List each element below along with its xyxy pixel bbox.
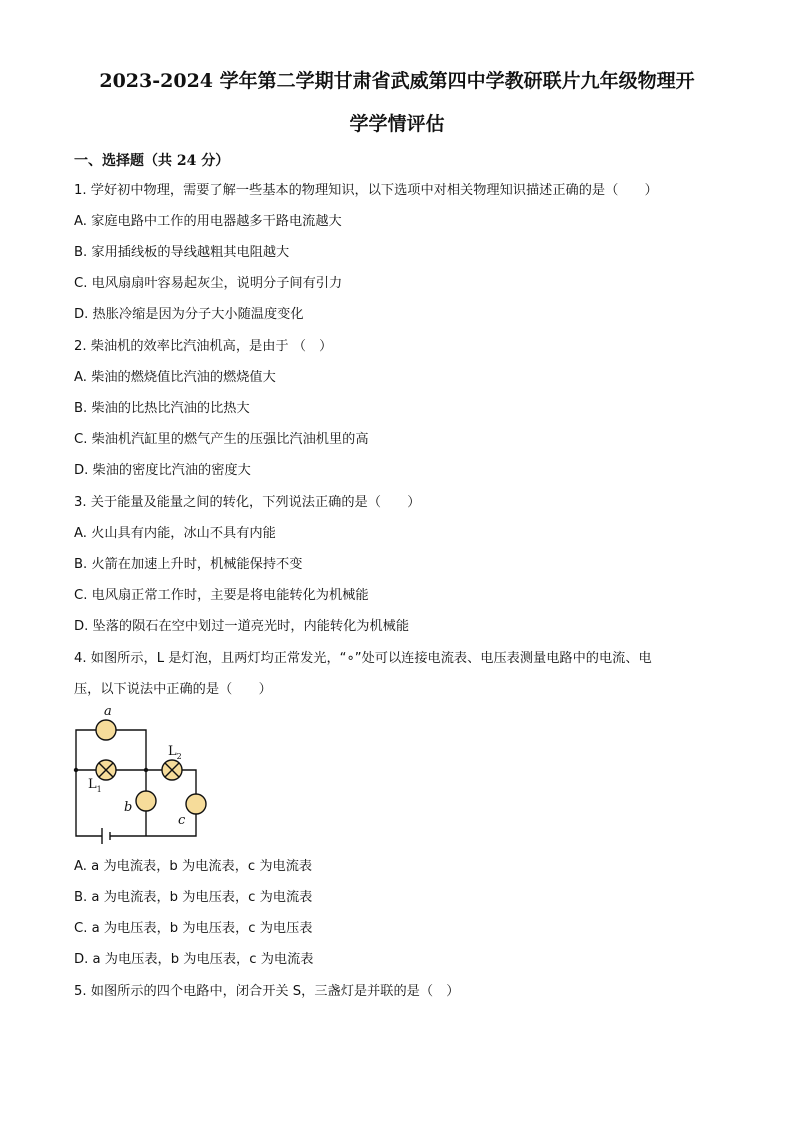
label-l2-subscript: 2 (176, 752, 182, 761)
question-2-option-c: C. 柴油机汽缸里的燃气产生的压强比汽油机里的高 (74, 432, 369, 447)
circuit-diagram (64, 700, 244, 850)
question-2-option-a: A. 柴油的燃烧值比汽油的燃烧值大 (74, 370, 276, 385)
question-3-option-c: C. 电风扇正常工作时，主要是将电能转化为机械能 (74, 588, 369, 603)
wire-top-right (116, 730, 146, 770)
question-2-option-d: D. 柴油的密度比汽油的密度大 (74, 463, 251, 478)
document-title-line-1: 2023-2024 学年第二学期甘肃省武威第四中学教研联片九年级物理开 (99, 70, 695, 92)
question-3-option-b: B. 火箭在加速上升时，机械能保持不变 (74, 557, 303, 572)
junction-dot-center (144, 768, 148, 772)
wire-c-bottom (146, 814, 196, 836)
label-l1-letter: L (88, 777, 97, 792)
question-4-option-d: D. a 为电压表，b 为电压表，c 为电流表 (74, 952, 314, 967)
wire-top-left (76, 730, 96, 770)
wire-mid-right (182, 770, 196, 794)
question-4-stem-line-2: 压，以下说法中正确的是（ ） (74, 682, 272, 697)
question-1-option-d: D. 热胀冷缩是因为分子大小随温度变化 (74, 307, 304, 322)
meter-a (96, 720, 116, 740)
battery-symbol (102, 828, 110, 844)
meter-c (186, 794, 206, 814)
lamp-l1-icon (96, 760, 116, 780)
label-l1 (88, 777, 102, 794)
document-title-line-2: 学学情评估 (349, 113, 445, 135)
question-3-stem: 3. 关于能量及能量之间的转化，下列说法正确的是（ ） (74, 495, 421, 510)
question-1-stem: 1. 学好初中物理，需要了解一些基本的物理知识，以下选项中对相关物理知识描述正确的是（ ） (74, 183, 658, 198)
question-2-stem: 2. 柴油机的效率比汽油机高，是由于 （ ） (74, 339, 333, 354)
label-l1-subscript: 1 (96, 785, 102, 794)
question-1-option-a: A. 家庭电路中工作的用电器越多干路电流越大 (74, 214, 342, 229)
question-1-option-c: C. 电风扇扇叶容易起灰尘，说明分子间有引力 (74, 276, 343, 291)
section-heading-choice: 一、选择题（共 24 分） (74, 153, 230, 169)
question-2-option-b: B. 柴油的比热比汽油的比热大 (74, 401, 250, 416)
label-b: b (124, 800, 133, 815)
question-3-option-a: A. 火山具有内能，冰山不具有内能 (74, 526, 276, 541)
question-4-option-a: A. a 为电流表，b 为电流表，c 为电流表 (74, 859, 313, 874)
question-1-option-b: B. 家用插线板的导线越粗其电阻越大 (74, 245, 290, 260)
question-4-stem-line-1: 4. 如图所示，L 是灯泡，且两灯均正常发光，“∘”处可以连接电流表、电压表测量电路中的电流、电 (74, 651, 652, 666)
question-4-option-b: B. a 为电流表，b 为电压表，c 为电流表 (74, 890, 313, 905)
label-l2 (168, 744, 182, 761)
lamp-l2-icon (162, 760, 182, 780)
label-l2-letter: L (168, 744, 177, 759)
junction-dot-left (74, 768, 78, 772)
label-c: c (178, 813, 186, 828)
question-4-option-c: C. a 为电压表，b 为电压表，c 为电压表 (74, 921, 313, 936)
meter-b (136, 791, 156, 811)
question-3-option-d: D. 坠落的陨石在空中划过一道亮光时，内能转化为机械能 (74, 619, 410, 634)
question-5-stem: 5. 如图所示的四个电路中，闭合开关 S，三盏灯是并联的是（ ） (74, 984, 460, 999)
label-a: a (104, 704, 112, 719)
